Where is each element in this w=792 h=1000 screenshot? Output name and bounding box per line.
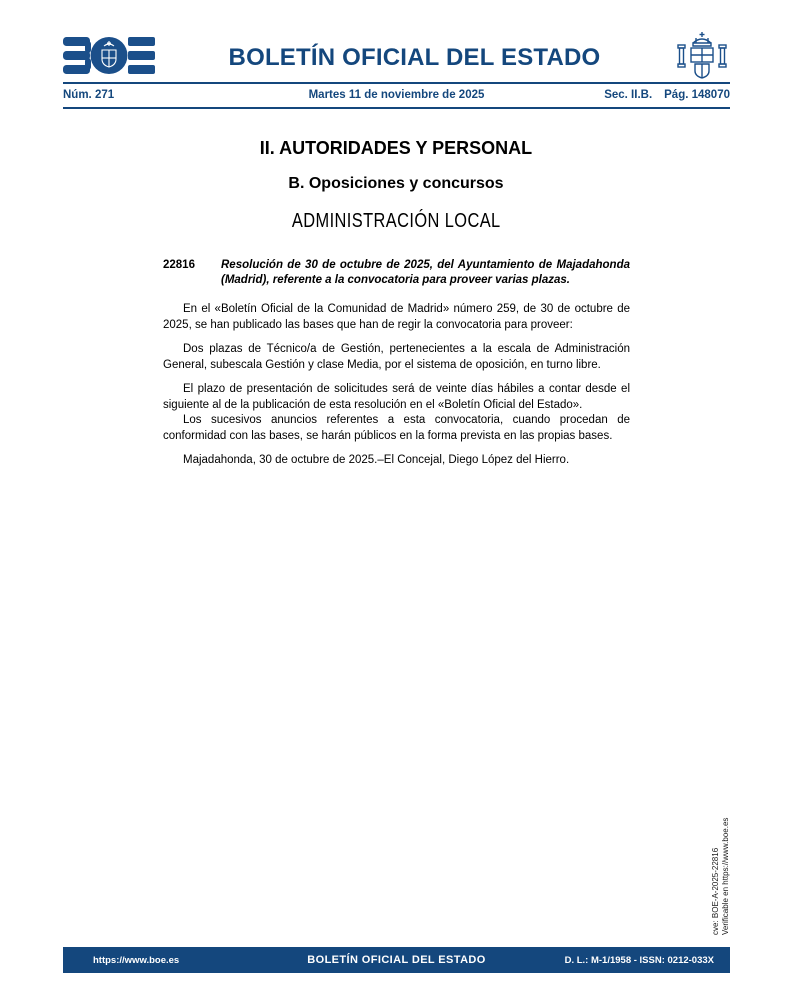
signature-line: Majadahonda, 30 de octubre de 2025.–El Concejal, Diego López del Hierro. [183,454,570,466]
page-title: BOLETÍN OFICIAL DEL ESTADO [228,44,601,71]
section-label: Sec. II.B. [604,89,653,101]
paragraph: En el «Boletín Oficial de la Comunidad de Madrid» número 259, de 30 de octubre de 2025, se han publicado las bases que han de regir la convocatoria para proveer: [163,303,630,331]
paragraph: Dos plazas de Técnico/a de Gestión, pertenecientes a la escala de Administración General, subescala Gestión y clase Media, por el sistema de oposición, en turno libre. [163,343,630,371]
cve-vertical-text [711,795,731,935]
paragraph: Los sucesivos anuncios referentes a esta convocatoria, cuando procedan de conformidad con las bases, se harán públicos en la forma prevista en las propias bases. [163,414,630,442]
item-number: 22816 [163,259,195,271]
publication-date: Martes 11 de noviembre de 2025 [308,89,485,101]
footer-legal-text: D. L.: M-1/1958 - ISSN: 0212-033X [564,954,714,966]
cve-verify-note: Verificable en https://www.boe.es [721,817,730,935]
document-body [163,258,630,469]
page-header [0,0,792,109]
footer-title: BOLETÍN OFICIAL DEL ESTADO [307,954,486,966]
footer-url-link[interactable]: https://www.boe.es [93,954,180,966]
item-title: Resolución de 30 de octubre de 2025, del Ayuntamiento de Majadahonda (Madrid), referente a la convocatoria para proveer varias plazas. [221,259,630,286]
section-heading: II. AUTORIDADES Y PERSONAL [259,138,533,158]
item-row [163,258,630,288]
page-label: Pág. 148070 [664,89,730,101]
boe-logo [63,31,159,79]
body-text [163,302,630,469]
spain-coat-of-arms-icon [670,31,730,81]
boe-logo-icon [63,37,155,74]
header-rule-bottom [63,107,730,109]
paragraph: El plazo de presentación de solicitudes será de veinte días hábiles a contar desde el siguiente al de la publicación de esta resolución en el «Boletín Oficial del Estado». [163,383,630,411]
authority-heading: ADMINISTRACIÓN LOCAL [291,210,501,232]
cve-code: cve: BOE-A-2025-22816 [711,847,720,935]
footer-bar [63,947,730,973]
issue-number: Núm. 271 [63,89,115,101]
subsection-heading: B. Oposiciones y concursos [288,175,504,192]
header-meta-row [63,84,730,107]
